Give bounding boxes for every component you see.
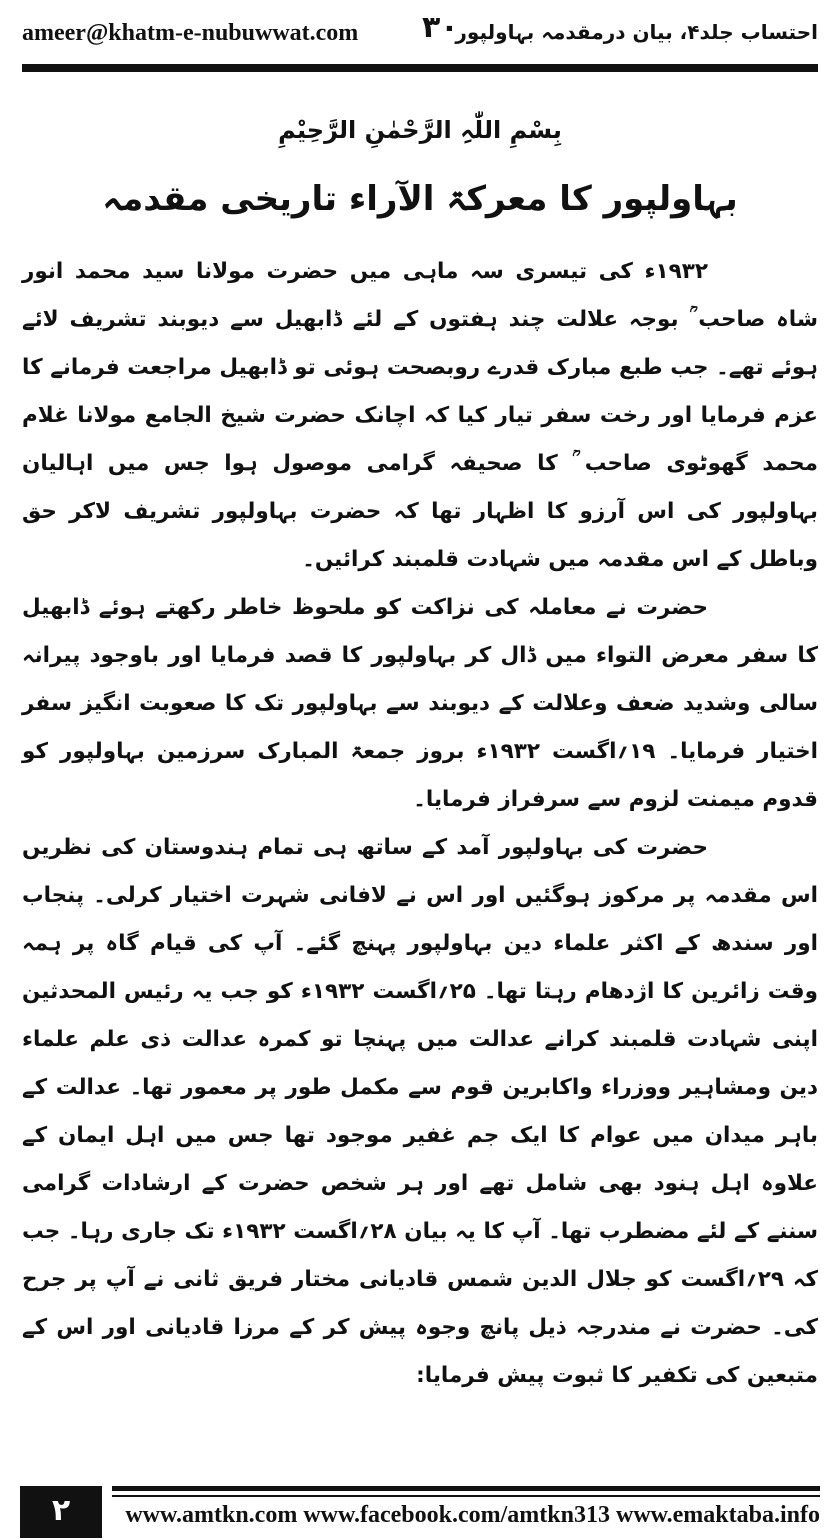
footer-page-badge: ۲ — [20, 1486, 102, 1538]
header-book-title: احتساب جلد۴، بیان درمقدمہ بہاولپور — [455, 20, 818, 44]
bismillah: بِسْمِ اللّٰہِ الرَّحْمٰنِ الرَّحِیْمِ — [278, 116, 562, 144]
paragraph-3: حضرت کی بہاولپور آمد کے ساتھ ہی تمام ہندوستان کی نظریں اس مقدمہ پر مرکوز ہوگئیں اور اس نے لافانی شہرت اختیار کرلی۔ پنجاب اور سندھ کے اکثر علماء دین بہاولپور پہنچ گئے۔ آپ کی قیام گاہ پر ہمہ وقت زائرین کا اژدھام رہتا تھا۔ ۲۵؍اگست ۱۹۳۲ء کو جب یہ رئیس المحدثین اپنی شہادت قلمبند کرانے عدالت میں پہنچا تو کمرہ عدالت ذی علم علماء دین ومشاہیر ووزراء واکابرین قوم سے مکمل طور پر معمور تھا۔ عدالت کے باہر میدان میں عوام کا ایک جم غفیر موجود تھا جس میں اہل ایمان کے علاوہ اہل ہنود بھی شامل تھے اور ہر شخص حضرت کے ارشادات گرامی سننے کے لئے مضطرب تھا۔ آپ کا یہ بیان ۲۸؍اگست ۱۹۳۲ء تک جاری رہا۔ جب کہ ۲۹؍اگست کو جلال الدین شمس قادیانی مختار فریق ثانی نے آپ پر جرح کی۔ حضرت نے مندرجہ ذیل پانچ وجوہ پیش کر کے مرزا قادیانی اور اس کے متبعین کی تکفیر کا ثبوت پیش فرمایا: — [22, 835, 819, 1388]
footer-links[interactable]: www.amtkn.com www.facebook.com/amtkn313 www.emaktaba.info — [125, 1502, 820, 1528]
article-body — [22, 248, 818, 1400]
header-email[interactable]: ameer@khatm-e-nubuwwat.com — [22, 20, 359, 46]
page-footer — [20, 1486, 820, 1538]
header-divider — [22, 64, 818, 72]
paragraph-2: حضرت نے معاملہ کی نزاکت کو ملحوظ خاطر رکھتے ہوئے ڈابھیل کا سفر معرض التواء میں ڈال کر بہاولپور کا قصد فرمایا اور باوجود پیرانہ سالی وشدید ضعف وعلالت کے دیوبند سے بہاولپور تک کا صعوبت انگیز سفر اختیار فرمایا۔ ۱۹؍اگست ۱۹۳۲ء بروز جمعۃ المبارک سرزمین بہاولپور کو قدوم میمنت لزوم سے سرفراز فرمایا۔ — [22, 595, 818, 812]
paragraph-1: ۱۹۳۲ء کی تیسری سہ ماہی میں حضرت مولانا سید محمد انور شاہ صاحب ؒ بوجہ علالت چند ہفتوں کے لئے ڈابھیل سے دیوبند تشریف لائے ہوئے تھے۔ جب طبع مبارک قدرے روبصحت ہوئی تو ڈابھیل مراجعت فرمانے کا عزم فرمایا اور رخت سفر تیار کیا کہ اچانک حضرت شیخ الجامع مولانا غلام محمد گھوٹوی صاحب ؒ کا صحیفہ گرامی موصول ہوا جس میں اہالیان بہاولپور کی اس آرزو کا اظہار تھا کہ حضرت بہاولپور تشریف لاکر حق وباطل کے اس مقدمہ میں شہادت قلمبند کرائیں۔ — [22, 259, 818, 572]
page-header — [22, 10, 818, 58]
footer-divider-thick — [112, 1486, 820, 1491]
footer-divider-thin — [112, 1495, 820, 1497]
header-page-number: ۳۰ — [422, 10, 459, 45]
page-title: بہاولپور کا معرکۃ الآراء تاریخی مقدمہ — [102, 179, 738, 219]
